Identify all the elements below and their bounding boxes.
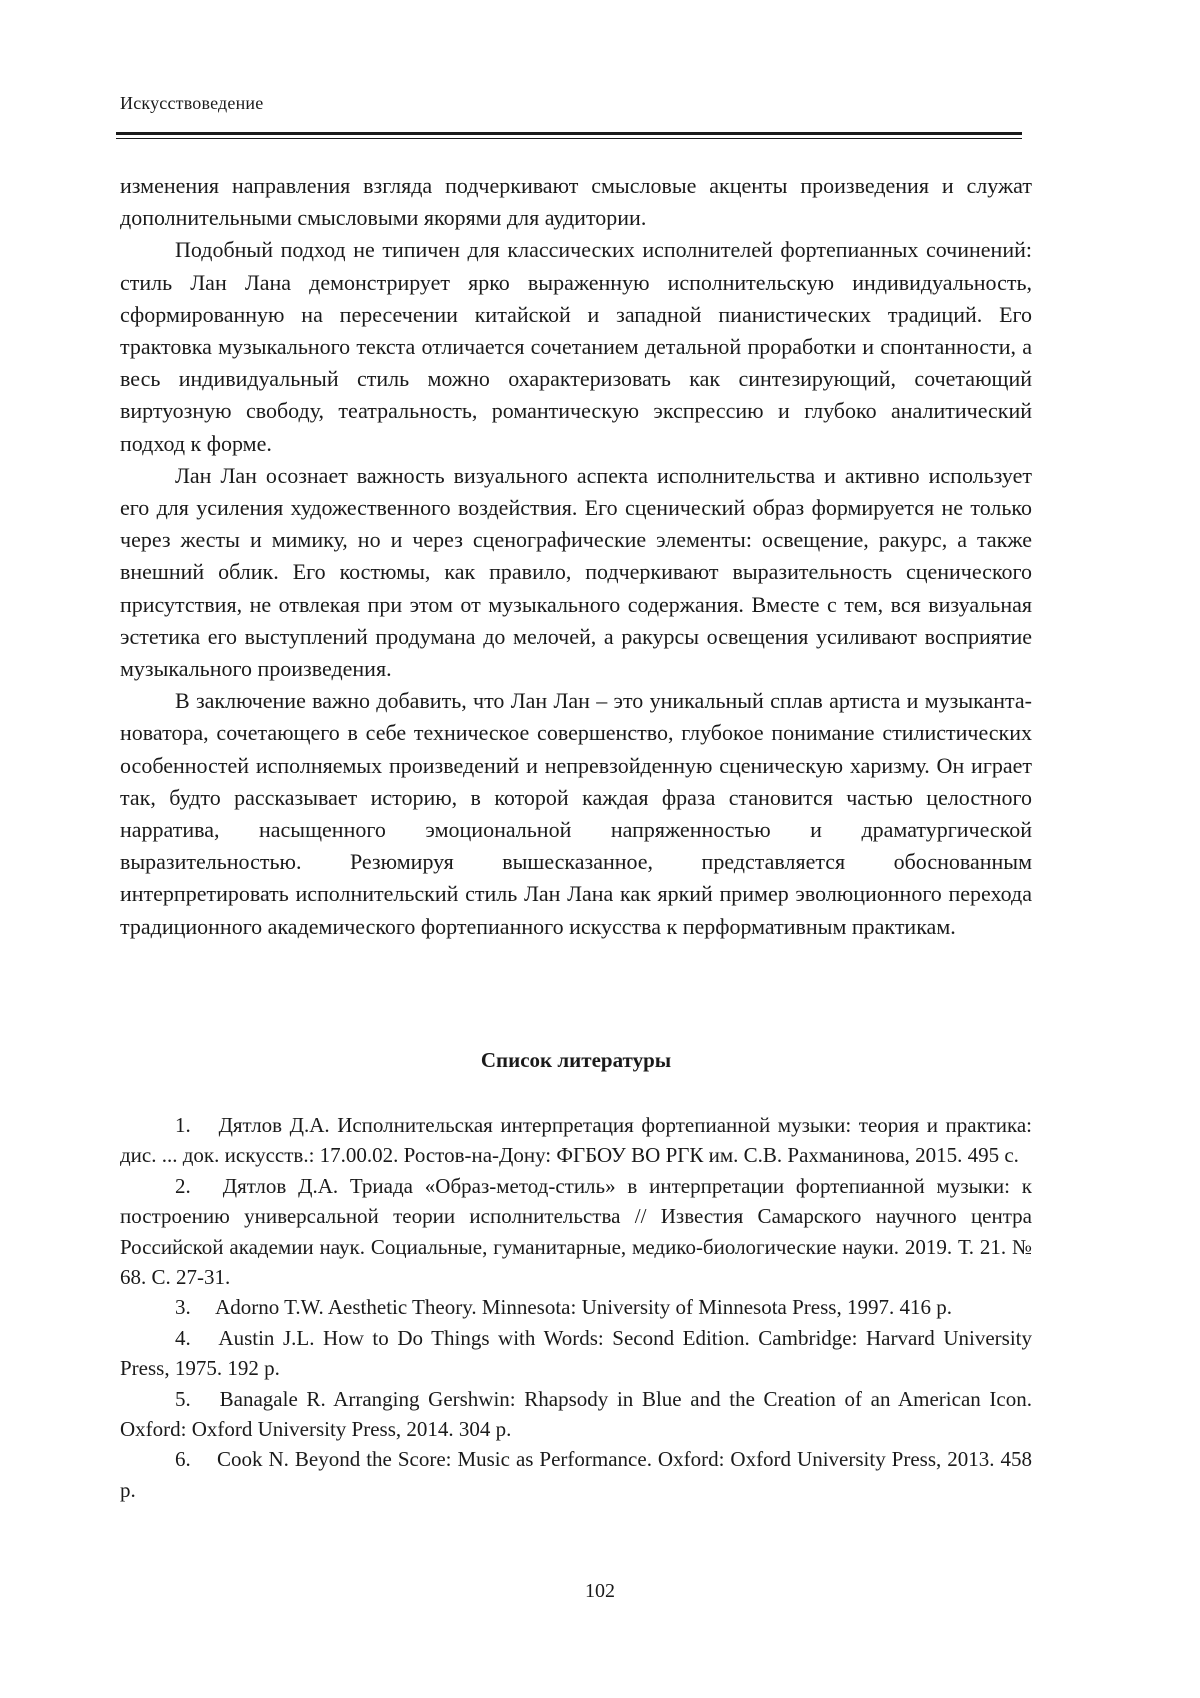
reference-number: 4. (175, 1325, 191, 1350)
reference-item (120, 1110, 1032, 1171)
reference-text: Adorno T.W. Aesthetic Theory. Minnesota: University of Minnesota Press, 1997. 416 p. (215, 1295, 952, 1320)
header-rule-thick (116, 132, 1022, 135)
reference-item (120, 1444, 1032, 1505)
reference-item (120, 1323, 1032, 1384)
references-heading: Список литературы (480, 1048, 672, 1072)
reference-item (120, 1171, 1032, 1293)
reference-number: 2. (175, 1173, 191, 1198)
reference-text: Дятлов Д.А. Исполнительская интерпретация фортепианной музыки: теория и практика: дис. ... док. искусств.: 17.00.02. Ростов-на-Дону: ФГБОУ ВО РГК им. С.В. Рахманинова, 2015. 495 с. (120, 1113, 1032, 1168)
reference-text: Дятлов Д.А. Триада «Образ-метод-стиль» в интерпретации фортепианной музыки: к построению универсальной теории исполнительства // Известия Самарского научного центра Российской академии наук. Социальные, гуманитарные, медико-биологические науки. 2019. Т. 21. № 68. С. 27-31. (120, 1173, 1032, 1290)
reference-number: 5. (175, 1386, 191, 1411)
reference-text: Austin J.L. How to Do Things with Words: Second Edition. Cambridge: Harvard University Press, 1975. 192 p. (120, 1325, 1032, 1381)
references-list (120, 1110, 1032, 1505)
reference-number: 6. (175, 1447, 191, 1472)
reference-number: 1. (175, 1113, 191, 1137)
reference-text: Banagale R. Arranging Gershwin: Rhapsody in Blue and the Creation of an American Icon. Oxford: Oxford University Press, 2014. 304 p. (120, 1386, 1032, 1442)
paragraph: Подобный подход не типичен для классических исполнителей фортепианных сочинений: стиль Лан Лана демонстрирует ярко выраженную исполнительскую индивидуальность, сформированную на пересечении китайской и западной пианистических традиций. Его трактовка музыкального текста отличается сочетанием детальной проработки и спонтанности, а весь индивидуальный стиль можно охарактеризовать как синтезирующий, сочетающий виртуозную свободу, театральность, романтическую экспрессию и глубоко аналитический подход к форме. (120, 237, 1032, 456)
page-number: 102 (585, 1580, 615, 1602)
reference-number: 3. (175, 1295, 191, 1320)
reference-text: Cook N. Beyond the Score: Music as Performance. Oxford: Oxford University Press, 2013. 458 p. (120, 1447, 1032, 1502)
running-title: Искусствоведение (120, 93, 264, 113)
paragraph: изменения направления взгляда подчеркивают смысловые акценты произведения и служат дополнительными смысловыми якорями для аудитории. (120, 173, 1032, 231)
body-text (120, 170, 1032, 943)
reference-item (120, 1292, 1032, 1322)
paragraph: Лан Лан осознает важность визуального аспекта исполнительства и активно использует его для усиления художественного воздействия. Его сценический образ формируется не только через жесты и мимику, но и через сценографические элементы: освещение, ракурс, а также внешний облик. Его костюмы, как правило, подчеркивают выразительность сценического присутствия, не отвлекая при этом от музыкального содержания. Вместе с тем, вся визуальная эстетика его выступлений продумана до мелочей, а ракурсы освещения усиливают восприятие музыкального произведения. (120, 462, 1032, 682)
header-rule-thin (116, 138, 1022, 139)
paragraph: В заключение важно добавить, что Лан Лан – это уникальный сплав артиста и музыканта-новатора, сочетающего в себе техническое совершенство, глубокое понимание стилистических особенностей исполняемых произведений и непревзойденную сценическую харизму. Он играет так, будто рассказывает историю, в которой каждая фраза становится частью целостного нарратива, насыщенного эмоциональной напряженностью и драматургической выразительностью. Резюмируя вышесказанное, представляется обоснованным интерпретировать исполнительский стиль Лан Лана как яркий пример эволюционного перехода традиционного академического фортепианного искусства к перформативным практикам. (120, 688, 1032, 939)
reference-item (120, 1384, 1032, 1445)
